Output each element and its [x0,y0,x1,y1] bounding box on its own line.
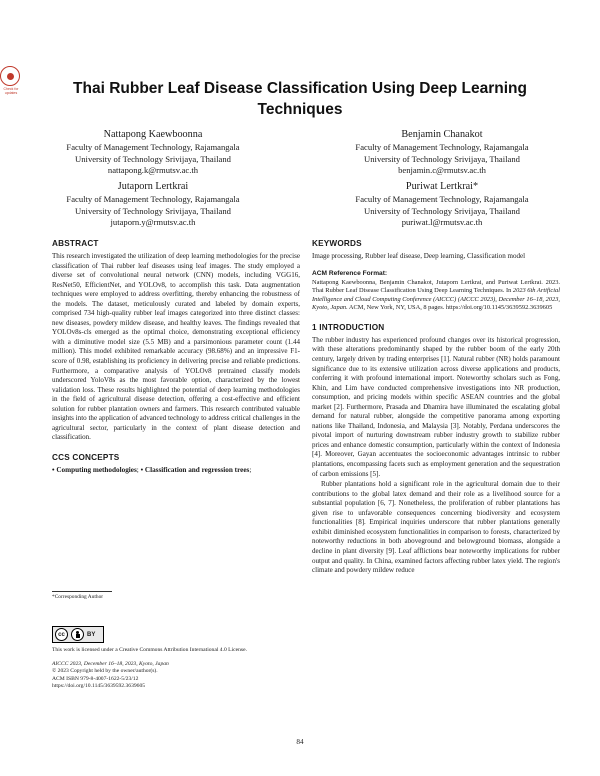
paper-title: Thai Rubber Leaf Disease Classification Using Deep Learning Techniques [73,80,527,118]
author-email[interactable]: jutaporn.y@rmutsv.ac.th [110,217,196,227]
left-column [52,238,300,475]
author-univ: University of Technology Srivijaya, Thailand [364,153,520,164]
keywords-heading: KEYWORDS [312,239,362,248]
ccs-separator: ; [136,465,141,474]
author-dept: Faculty of Management Technology, Rajamangala [355,142,529,152]
ccs-heading: CCS CONCEPTS [52,452,120,462]
license-text: This work is licensed under a Creative Commons Attribution International 4.0 License. [52,647,247,653]
ccs-concepts [52,466,300,476]
abstract-heading: ABSTRACT [52,239,99,248]
author-name: Jutaporn Lertkrai [117,181,189,192]
page-number: 84 [296,738,304,746]
cc-license-logo[interactable] [52,626,104,643]
badge-label: Check for updates [3,87,19,95]
author-email[interactable]: benjamin.c@rmutsv.ac.th [398,165,486,175]
author-block-1 [18,128,288,177]
ccs-end: ; [249,465,252,474]
doi-link[interactable]: https://doi.org/10.1145/3639592.3639605 [52,683,146,690]
acm-ref-tail: ACM, New York, NY, USA, 8 pages. https://doi.org/10.1145/3639592.3639605 [347,304,553,312]
cc-icon: cc [55,628,68,641]
author-univ: University of Technology Srivijaya, Thailand [75,153,231,164]
conference-info [52,661,302,691]
acm-reference-text [312,279,560,313]
person-icon [71,628,84,641]
corresponding-author-note: *Corresponding Author [52,594,104,600]
isbn-line: ACM ISBN 979-8-4007-1622-5/23/12 [52,675,139,682]
author-dept: Faculty of Management Technology, Rajamangala [355,194,529,204]
author-name: Puriwat Lertkrai* [405,181,479,192]
author-block-4 [307,180,577,229]
author-name: Benjamin Chanakot [401,129,483,140]
ccs-item: • Computing methodologies [52,465,137,474]
author-name: Nattapong Kaewboonna [103,129,203,140]
check-for-updates-badge[interactable] [0,66,22,106]
acm-ref-proceedings: 2023 6th Artificial Intelligence and Cloud Computing Conference (AICCC) (AICCC 2023), December 16–18, 2023, Kyoto, Japan. [312,287,560,312]
right-column [312,238,560,576]
author-univ: University of Technology Srivijaya, Thailand [364,205,520,216]
author-dept: Faculty of Management Technology, Rajamangala [66,194,240,204]
author-email[interactable]: nattapong.k@rmutsv.ac.th [107,165,199,175]
footnote-divider [52,591,112,592]
abstract-text: This research investigated the utilization of deep learning methodologies for the precise classification of Thai rubber leaf diseases using leaf images. The study employed a diverse set of convolutional neural network (CNN) models, including VGG16, ResNet50, EfficientNet, and YOLOv8, to accomplish this task. Data augmentation techniques were employed to address overfitting, thereby enhancing the robustness of the models. The dataset, meticulously curated and labeled by domain experts, comprised 734 high-quality rubber leaf images categorized into three distinct classes: new diseases, powdery mildew disease, and healthy leaves. The findings revealed that YOLOv8s-cls emerged as the optimal choice, demonstrating exceptional efficiency with a diminutive model size (5.5 MB) and a parsimonious parameter count (1.44 million). This model exhibited remarkable accuracy (98.68%) and an impressive F1-score of 0.98, establishing its proficiency in delivering precise and reliable predictions. Furthermore, a comparative analysis of YOLOv8 pretrained classify models underscored YoloV8s as the most favorable option, characterized by the lowest validation loss. These results highlighted the potential of deep learning methodologies in the field of agricultural disease detection, offering a cost-effective and efficient solution for rubber plantation owners and farmers. This research contributed valuable insights into the application of advanced technology to address critical challenges in the agricultural sector, particularly in the context of plant disease detection and classification. [52,252,300,442]
author-dept: Faculty of Management Technology, Rajamangala [66,142,240,152]
keywords-text: Image processing, Rubber leaf disease, Deep learning, Classification model [312,252,526,260]
intro-paragraph-1: The rubber industry has experienced profound changes over its historical progression, with these alterations predominantly shaped by the rubber boom of the early 20th century, largely driven by trading enterprises [1]. Natural rubber (NR) holds paramount significance due to its extensive utilization across diverse applications and products, conferring it with profound international import. Noteworthy scholars such as Fong, Khin, and Lim have conducted comprehensive investigations into NR production, consumption, and pricing models within specific ASEAN countries and the global market [2]. Furthermore, Prasada and Dhamira have illuminated the escalating global demand for natural rubber, alongside the competitive panorama among exporting nations like Thailand, Indonesia, and Malaysia [3]. Notably, Perdana underscores the pivotal import of nurturing downstream rubber industry growth to stabilize rubber prices and enhance domestic consumption, particularly within the context of Indonesia [4]. Moreover, Gayan accentuates the socioeconomic advantages intrinsic to rubber plantations, encompassing facets such as employment generation and the sequestration of carbon emissions [5]. [312,335,560,478]
author-block-3 [18,180,288,229]
update-icon [0,66,20,86]
conference-venue: AICCC 2023, December 16–18, 2023, Kyoto, Japan [52,661,169,667]
introduction-heading: 1 INTRODUCTION [312,322,385,332]
intro-paragraph-2: Rubber plantations hold a significant role in the agricultural domain due to their contributions to the global latex demand and their role as a livelihood source for a substantial population [6, 7]. Nonetheless, the proliferation of rubber plantations has given rise to unfavorable consequences concerning biodiversity and ecosystem functionalities [8]. Empirical inquiries underscore that rubber plantations generally exhibit diminished ecosystem functionalities in comparison to forests, characterized by noteworthy reductions in both aboveground and belowground biomass, alongside a decline in plant diversity [9]. Leaf afflictions bear noteworthy implications for rubber output and quality. In China, examined factors affecting rubber latex yield. The region's climate and powdery mildew reduce [312,480,560,575]
cc-by-label: BY [87,631,96,638]
acm-reference-heading: ACM Reference Format: [312,269,388,277]
acm-ref-authors: Nattapong Kaewboonna, Benjamin Chanakot, Jutaporn Lertkrai, and Puriwat Lertkrai. 2023. Thai Rubber Leaf Disease Classification Using Deep Learning Techniques. In [312,278,560,295]
copyright-line: © 2023 Copyright held by the owner/author(s). [52,668,158,675]
author-univ: University of Technology Srivijaya, Thailand [75,205,231,216]
author-block-2 [307,128,577,177]
ccs-item: • Classification and regression trees [140,465,250,474]
author-email[interactable]: puriwat.l@rmutsv.ac.th [401,217,483,227]
